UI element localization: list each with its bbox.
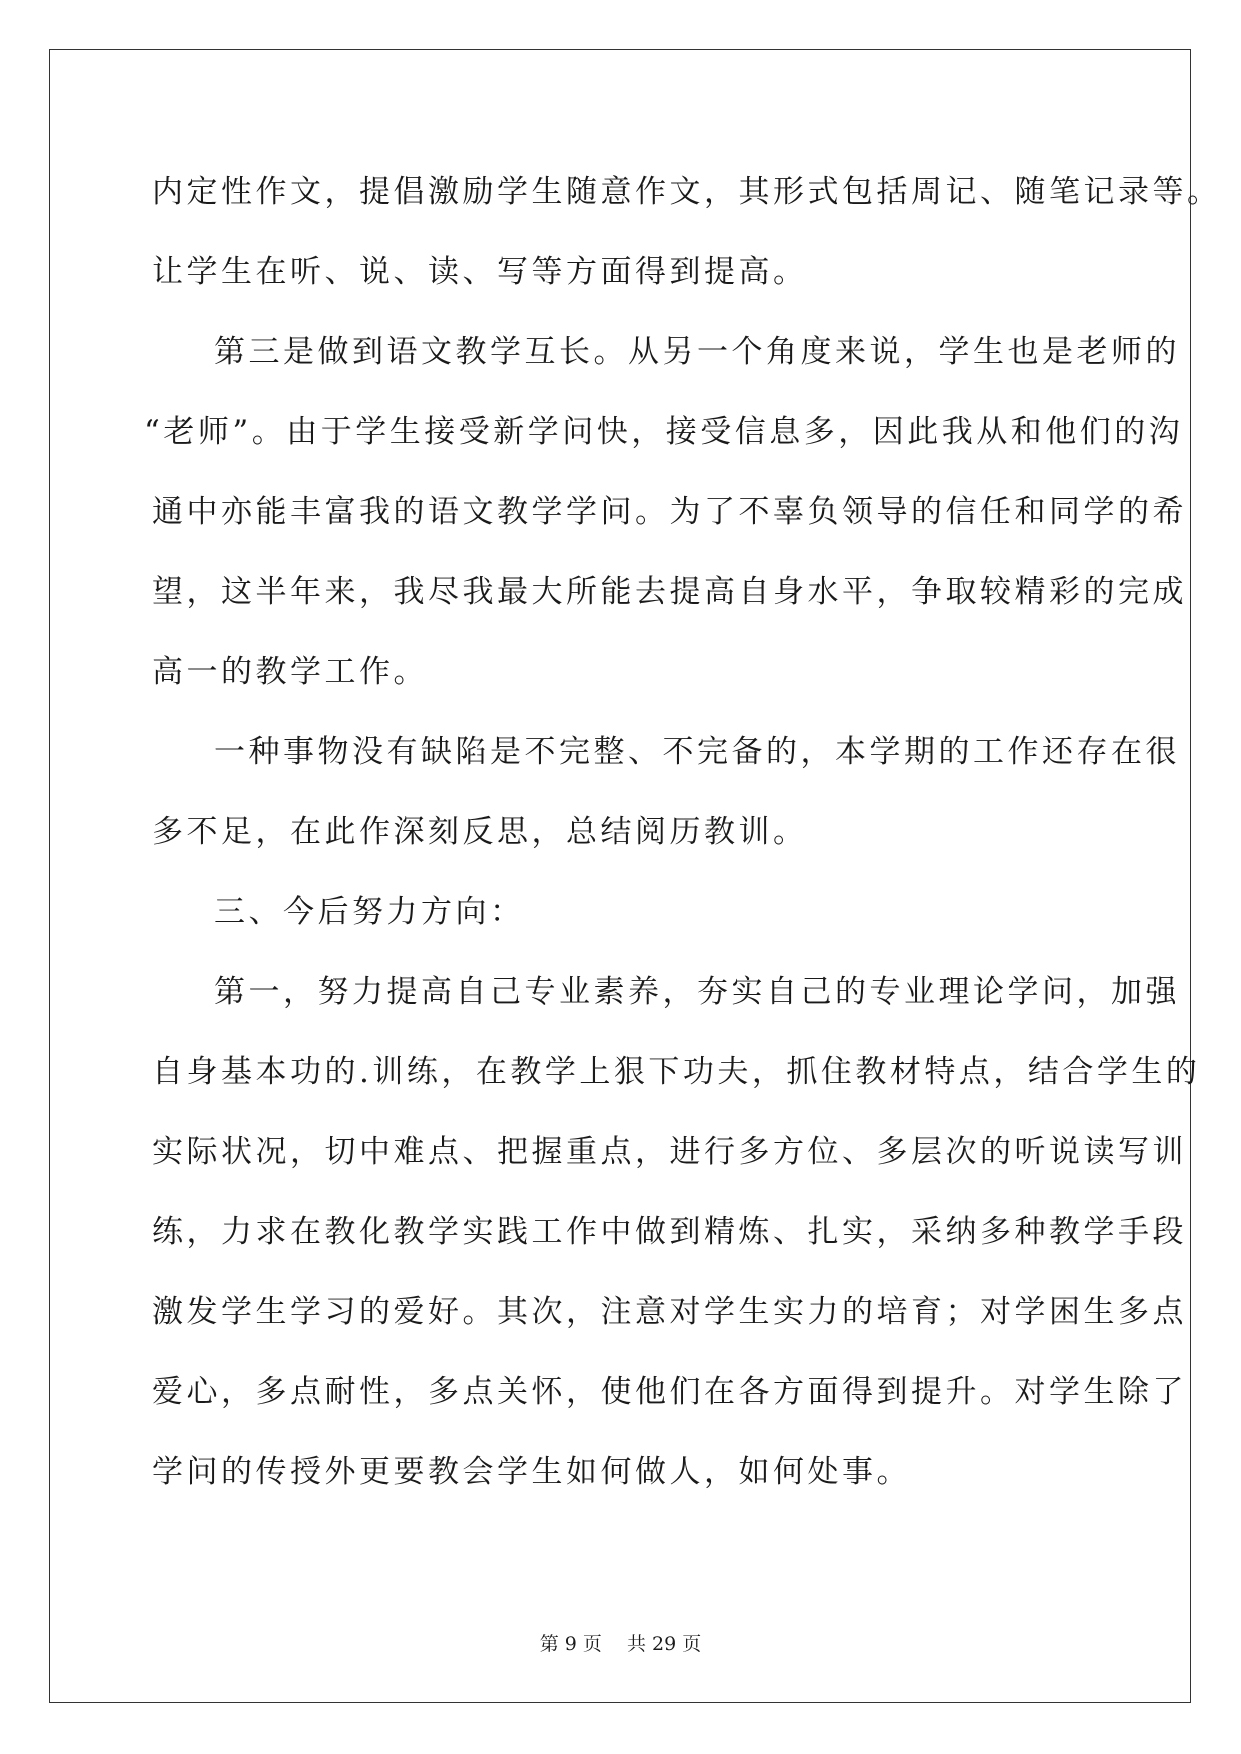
page-number: 第 9 页 共 29 页	[539, 1633, 702, 1655]
text-line: 爱心，多点耐性，多点关怀，使他们在各方面得到提升。对学生除了	[152, 1374, 1187, 1410]
text-line: 自身基本功的.训练，在教学上狠下功夫，抓住教材特点，结合学生的	[152, 1054, 1201, 1090]
section-heading: 三、今后努力方向：	[214, 894, 525, 930]
text-line: 让学生在听、说、读、写等方面得到提高。	[152, 254, 808, 290]
text-line: 实际状况，切中难点、把握重点，进行多方位、多层次的听说读写训	[152, 1134, 1187, 1170]
text-line: 通中亦能丰富我的语文教学学问。为了不辜负领导的信任和同学的希	[152, 494, 1187, 530]
paragraph-first-line: 第一，努力提高自己专业素养，夯实自己的专业理论学问，加强	[214, 974, 1180, 1010]
text-line: 高一的教学工作。	[152, 654, 428, 690]
text-line: 练，力求在教化教学实践工作中做到精炼、扎实，采纳多种教学手段	[152, 1214, 1187, 1250]
text-line: 内定性作文，提倡激励学生随意作文，其形式包括周记、随笔记录等。	[152, 174, 1222, 210]
paragraph-first-line: 一种事物没有缺陷是不完整、不完备的，本学期的工作还存在很	[214, 734, 1180, 770]
text-line: “老师”。由于学生接受新学问快，接受信息多，因此我从和他们的沟	[144, 414, 1184, 450]
text-line: 激发学生学习的爱好。其次，注意对学生实力的培育；对学困生多点	[152, 1294, 1187, 1330]
text-line: 望，这半年来，我尽我最大所能去提高自身水平，争取较精彩的完成	[152, 574, 1187, 610]
paragraph-first-line: 第三是做到语文教学互长。从另一个角度来说，学生也是老师的	[214, 334, 1180, 370]
text-line: 多不足，在此作深刻反思，总结阅历教训。	[152, 814, 808, 850]
text-line: 学问的传授外更要教会学生如何做人，如何处事。	[152, 1454, 911, 1490]
